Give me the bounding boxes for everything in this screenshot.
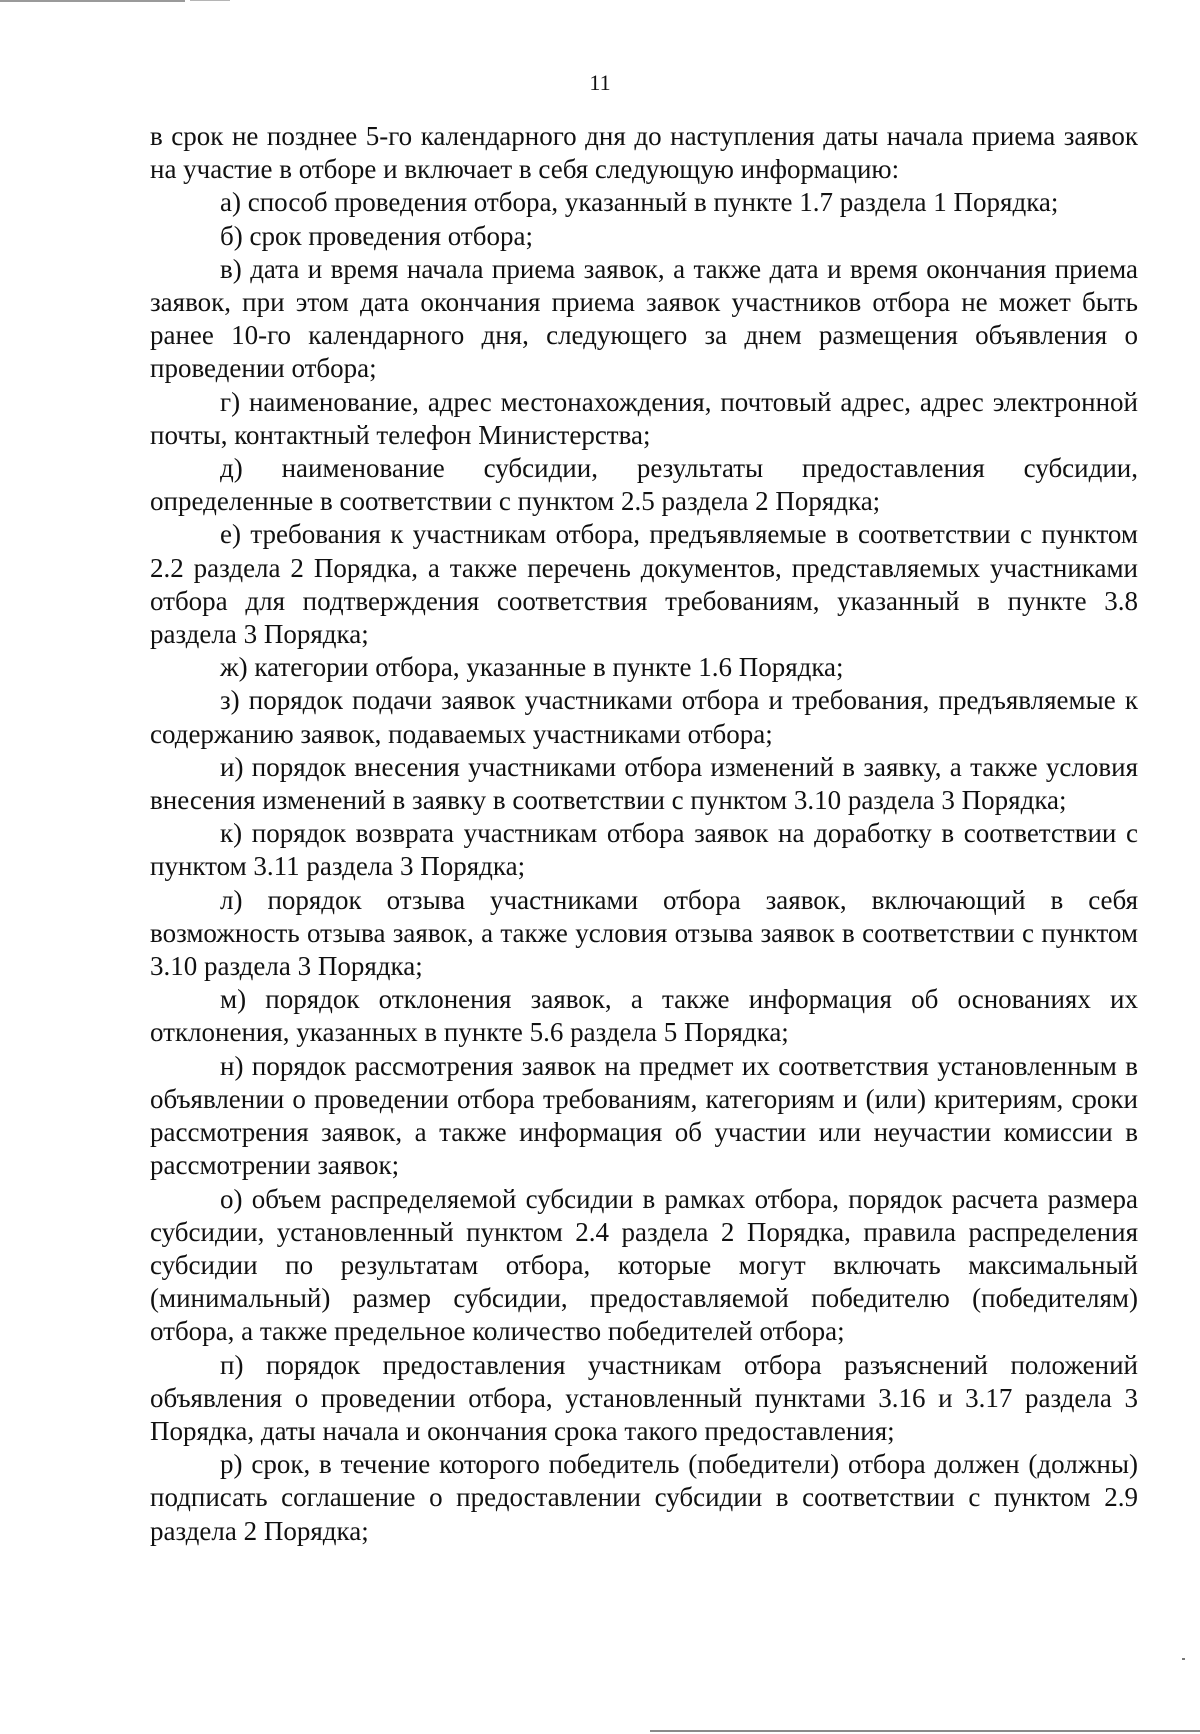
scan-artifact-dot xyxy=(1182,1658,1185,1660)
list-item-i: и) порядок внесения участниками отбора изменений в заявку, а также условия внесения изменений в заявку в соответствии с пунктом 3.10 раздела 3 Порядка; xyxy=(150,751,1138,816)
page-number: 11 xyxy=(589,70,611,95)
list-item-d: д) наименование субсидии, результаты предоставления субсидии, определенные в соответствии с пунктом 2.5 раздела 2 Порядка; xyxy=(150,453,1138,517)
list-item-v: в) дата и время начала приема заявок, а также дата и время окончания приема заявок, при этом дата окончания приема заявок участников отбора не может быть ранее 10-го календарного дня, следующего за днем размещения объявления о проведении отбора; xyxy=(150,253,1138,384)
scan-edge-top-tick xyxy=(190,0,230,1)
list-item-zh: ж) категории отбора, указанные в пункте 1.6 Порядка; xyxy=(220,652,844,683)
list-item-a: а) способ проведения отбора, указанный в пункте 1.7 раздела 1 Порядка; xyxy=(220,187,1059,218)
list-item-r: р) срок, в течение которого победитель (победители) отбора должен (должны) подписать соглашение о предоставлении субсидии в соответствии с пунктом 2.9 раздела 2 Порядка; xyxy=(150,1449,1138,1546)
document-body xyxy=(150,120,1138,1548)
list-item-l: л) порядок отзыва участниками отбора заявок, включающий в себя возможность отзыва заявок, а также условия отзыва заявок в соответствии с пунктом 3.10 раздела 3 Порядка; xyxy=(150,884,1138,982)
scan-edge-top xyxy=(0,0,185,2)
list-item-k: к) порядок возврата участникам отбора заявок на доработку в соответствии с пунктом 3.11 раздела 3 Порядка; xyxy=(150,818,1138,882)
scan-edge-bottom xyxy=(650,1730,1200,1732)
list-item-b: б) срок проведения отбора; xyxy=(220,220,533,251)
list-item-m: м) порядок отклонения заявок, а также информация об основаниях их отклонения, указанных в пункте 5.6 раздела 5 Порядка; xyxy=(150,984,1138,1048)
list-item-e: е) требования к участникам отбора, предъявляемые в соответствии с пунктом 2.2 раздела 2 Порядка, а также перечень документов, представляемых участниками отбора для подтверждения соответствия требованиям, указанный в пункте 3.8 раздела 3 Порядка; xyxy=(150,519,1138,650)
list-item-z: з) порядок подачи заявок участниками отбора и требования, предъявляемые к содержанию заявок, подаваемых участниками отбора; xyxy=(150,685,1138,749)
list-item-o: о) объем распределяемой субсидии в рамках отбора, порядок расчета размера субсидии, установленный пунктом 2.4 раздела 2 Порядка, правила распределения субсидии по результатам отбора, которые могут включать максимальный (минимальный) размер субсидии, предоставляемой победителю (победителям) отбора, а также предельное количество победителей отбора; xyxy=(150,1183,1138,1347)
lead-paragraph: в срок не позднее 5-го календарного дня до наступления даты начала приема заявок на участие в отборе и включает в себя следующую информацию: xyxy=(150,121,1138,185)
list-item-g: г) наименование, адрес местонахождения, почтовый адрес, адрес электронной почты, контактный телефон Министерства; xyxy=(150,386,1138,450)
list-item-p: п) порядок предоставления участникам отбора разъяснений положений объявления о проведении отбора, установленный пунктами 3.16 и 3.17 раздела 3 Порядка, даты начала и окончания срока такого предоставления; xyxy=(150,1349,1138,1446)
list-item-n: н) порядок рассмотрения заявок на предмет их соответствия установленным в объявлении о проведении отбора требованиям, категориям и (или) критериям, сроки рассмотрения заявок, а также информация об участии или неучастии комиссии в рассмотрении заявок; xyxy=(150,1050,1138,1181)
